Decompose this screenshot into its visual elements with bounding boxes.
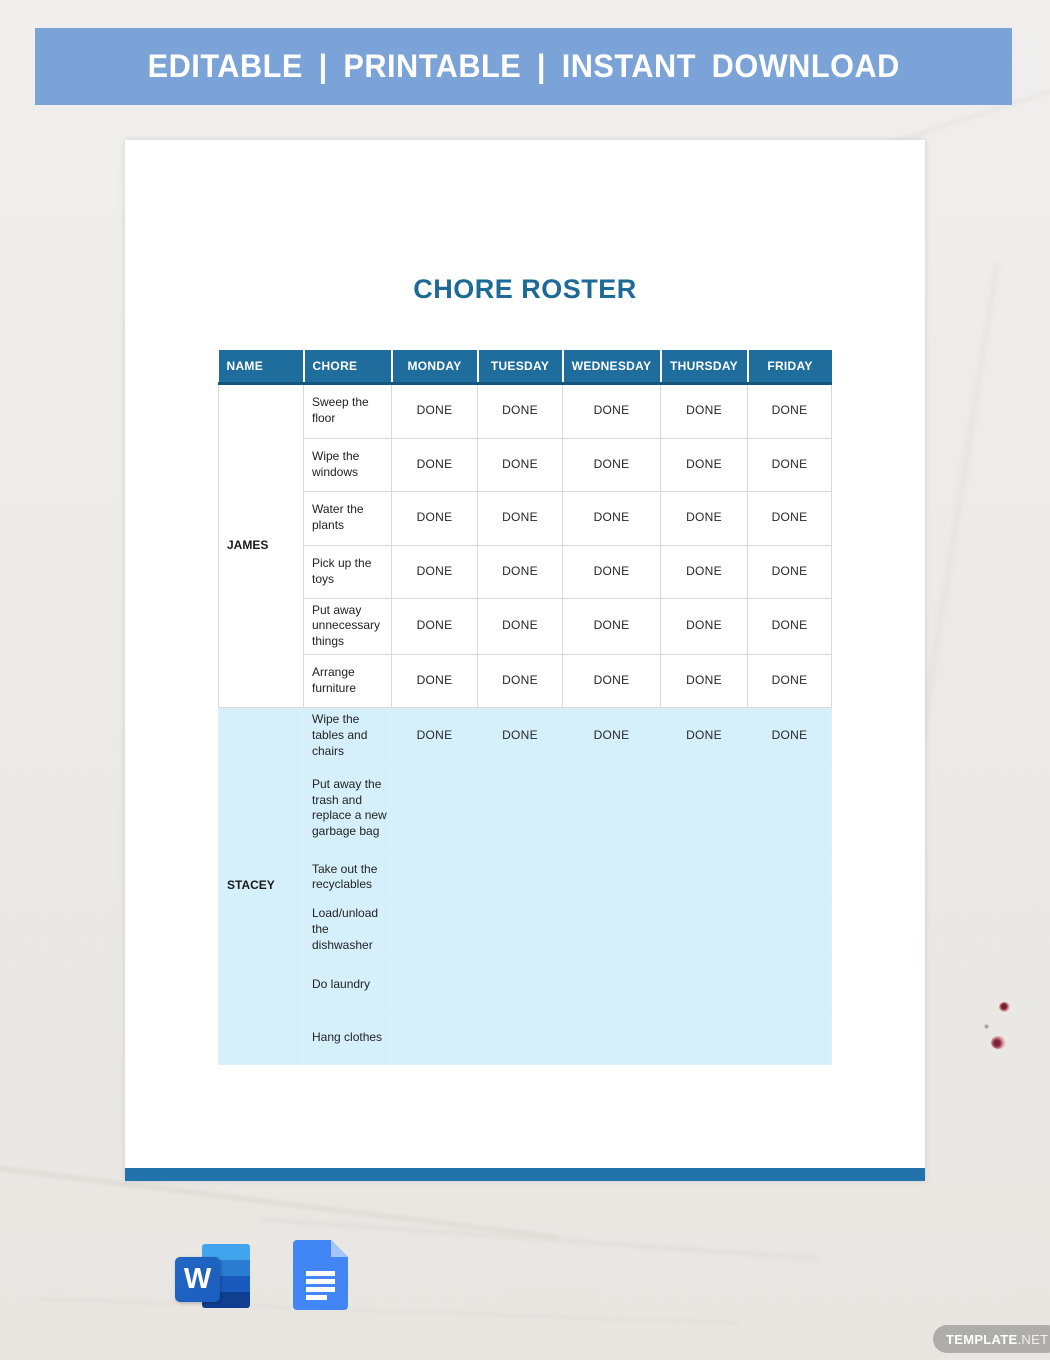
- marble-speck: [999, 1002, 1010, 1012]
- watermark-primary-text: TEMPLATE: [946, 1331, 1018, 1347]
- table-row: [219, 598, 832, 654]
- chore-cell: Wipe the tables and chairs: [304, 707, 392, 763]
- status-cell: DONE: [563, 383, 661, 438]
- status-cell: DONE: [478, 598, 563, 654]
- status-cell: DONE: [478, 545, 563, 598]
- status-cell: DONE: [478, 707, 563, 763]
- col-header-wednesday: WEDNESDAY: [563, 350, 661, 383]
- name-cell-stacey: STACEY: [219, 707, 304, 1064]
- template-net-watermark[interactable]: [933, 1325, 1050, 1353]
- table-row: [219, 1011, 832, 1064]
- status-cell: DONE: [392, 545, 478, 598]
- chore-cell: Pick up the toys: [304, 545, 392, 598]
- status-cell: DONE: [661, 598, 748, 654]
- document-page: [125, 140, 925, 1181]
- chore-table-container: [218, 350, 832, 1065]
- docs-text-line: [306, 1287, 335, 1292]
- status-cell: [563, 853, 661, 902]
- table-row: [219, 958, 832, 1011]
- table-row: [219, 383, 832, 438]
- status-cell: DONE: [478, 438, 563, 491]
- chore-cell: Arrange furniture: [304, 654, 392, 707]
- status-cell: [563, 902, 661, 958]
- ms-word-icon[interactable]: [175, 1243, 251, 1309]
- promo-banner: [35, 28, 1012, 105]
- table-header-row: [219, 350, 832, 383]
- marble-speck: [984, 1024, 989, 1029]
- status-cell: DONE: [478, 383, 563, 438]
- col-header-friday: FRIDAY: [748, 350, 832, 383]
- table-row: [219, 707, 832, 763]
- status-cell: DONE: [563, 598, 661, 654]
- word-letter-badge: W: [175, 1257, 220, 1302]
- chore-cell: Do laundry: [304, 958, 392, 1011]
- status-cell: DONE: [661, 438, 748, 491]
- status-cell: [661, 958, 748, 1011]
- status-cell: [478, 853, 563, 902]
- chore-cell: Hang clothes: [304, 1011, 392, 1064]
- status-cell: DONE: [392, 707, 478, 763]
- status-cell: [563, 764, 661, 853]
- chore-cell: Water the plants: [304, 491, 392, 545]
- docs-text-line: [306, 1271, 335, 1276]
- status-cell: [563, 1011, 661, 1064]
- chore-cell: Put away the trash and replace a new garbage bag: [304, 764, 392, 853]
- table-row: [219, 853, 832, 902]
- status-cell: [478, 1011, 563, 1064]
- status-cell: [661, 764, 748, 853]
- docs-text-line: [306, 1279, 335, 1284]
- table-row: [219, 764, 832, 853]
- status-cell: [748, 853, 832, 902]
- status-cell: [478, 958, 563, 1011]
- status-cell: [392, 958, 478, 1011]
- chore-cell: Take out the recyclables: [304, 853, 392, 902]
- status-cell: DONE: [392, 654, 478, 707]
- status-cell: [748, 958, 832, 1011]
- col-header-thursday: THURSDAY: [661, 350, 748, 383]
- status-cell: DONE: [478, 491, 563, 545]
- status-cell: DONE: [563, 438, 661, 491]
- status-cell: [478, 764, 563, 853]
- status-cell: [748, 902, 832, 958]
- page-title: CHORE ROSTER: [413, 274, 637, 304]
- status-cell: DONE: [478, 654, 563, 707]
- marble-vein: [914, 263, 998, 777]
- status-cell: DONE: [748, 654, 832, 707]
- status-cell: DONE: [748, 491, 832, 545]
- chore-cell: Load/unload the dishwasher: [304, 902, 392, 958]
- status-cell: [563, 958, 661, 1011]
- chore-cell: Put away unnecessary things: [304, 598, 392, 654]
- col-header-chore: CHORE: [304, 350, 392, 383]
- table-row: [219, 902, 832, 958]
- status-cell: DONE: [748, 598, 832, 654]
- status-cell: [392, 764, 478, 853]
- status-cell: [748, 1011, 832, 1064]
- table-row: [219, 654, 832, 707]
- col-header-monday: MONDAY: [392, 350, 478, 383]
- docs-text-line: [306, 1295, 327, 1300]
- status-cell: DONE: [392, 438, 478, 491]
- table-row: [219, 438, 832, 491]
- status-cell: DONE: [563, 654, 661, 707]
- status-cell: DONE: [392, 383, 478, 438]
- status-cell: DONE: [661, 545, 748, 598]
- marble-vein: [40, 1298, 740, 1324]
- status-cell: [392, 1011, 478, 1064]
- status-cell: DONE: [563, 545, 661, 598]
- status-cell: [478, 902, 563, 958]
- status-cell: DONE: [661, 707, 748, 763]
- status-cell: DONE: [563, 491, 661, 545]
- page-accent-bar: [125, 1168, 925, 1181]
- status-cell: DONE: [392, 598, 478, 654]
- status-cell: DONE: [748, 545, 832, 598]
- status-cell: DONE: [748, 707, 832, 763]
- status-cell: [661, 1011, 748, 1064]
- status-cell: DONE: [392, 491, 478, 545]
- status-cell: DONE: [748, 383, 832, 438]
- status-cell: DONE: [748, 438, 832, 491]
- google-docs-icon[interactable]: [293, 1240, 348, 1310]
- table-row: [219, 491, 832, 545]
- col-header-tuesday: TUESDAY: [478, 350, 563, 383]
- status-cell: DONE: [661, 383, 748, 438]
- chore-cell: Wipe the windows: [304, 438, 392, 491]
- chore-table: [218, 350, 832, 1065]
- docs-fold-corner: [331, 1240, 348, 1257]
- promo-banner-text: EDITABLE | PRINTABLE | INSTANT DOWNLOAD: [147, 48, 900, 84]
- status-cell: [661, 902, 748, 958]
- name-cell-james: JAMES: [219, 383, 304, 707]
- table-row: [219, 545, 832, 598]
- status-cell: [392, 853, 478, 902]
- status-cell: [661, 853, 748, 902]
- chore-cell: Sweep the floor: [304, 383, 392, 438]
- marble-speck: [991, 1036, 1006, 1049]
- status-cell: DONE: [661, 654, 748, 707]
- status-cell: DONE: [563, 707, 661, 763]
- status-cell: DONE: [661, 491, 748, 545]
- watermark-secondary-text: .NET: [1017, 1331, 1049, 1347]
- status-cell: [392, 902, 478, 958]
- col-header-name: NAME: [219, 350, 304, 383]
- status-cell: [748, 764, 832, 853]
